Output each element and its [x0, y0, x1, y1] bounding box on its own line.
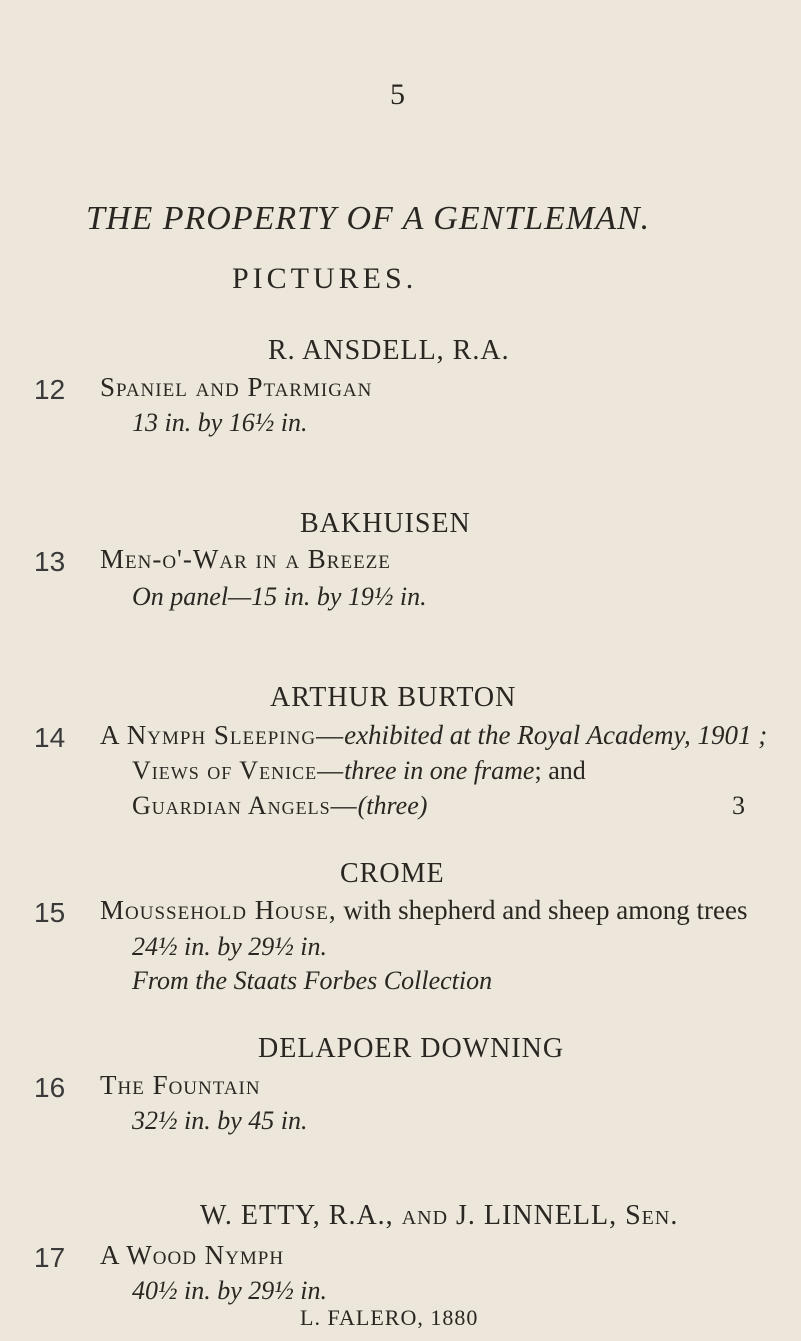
lot-14-line-3 [132, 791, 427, 821]
lot-17-artist-b: and [401, 1200, 449, 1231]
lot-14-artist: ARTHUR BURTON [270, 682, 517, 713]
lot-14-line-3b: (three) [357, 791, 428, 820]
lot-12-artist: R. ANSDELL, R.A. [268, 335, 510, 366]
lot-17-number: 17 [34, 1242, 66, 1273]
lot-12-dimensions: 13 in. by 16½ in. [132, 408, 308, 437]
lot-16-number: 16 [34, 1072, 66, 1103]
lot-15-provenance: From the Staats Forbes Collection [132, 966, 493, 995]
lot-14-number: 14 [34, 722, 66, 753]
lot-17-artist-d: Sen. [625, 1200, 679, 1231]
lot-18-artist: L. FALERO, 1880 [300, 1305, 479, 1330]
lot-15-title-text: Moussehold House, [100, 895, 337, 925]
lot-15-title [100, 895, 747, 926]
lot-13-title: Men-o'-War in a Breeze [100, 544, 391, 574]
lot-15-artist: CROME [340, 858, 445, 889]
lot-15-number: 15 [34, 897, 66, 928]
lot-14-title-text: A Nymph Sleeping— [100, 720, 345, 750]
page-number: 5 [390, 78, 405, 111]
section-title: PICTURES. [232, 262, 418, 295]
lot-14-line-2 [132, 756, 586, 786]
lot-16-dimensions: 32½ in. by 45 in. [132, 1106, 308, 1135]
lot-17-title: A Wood Nymph [100, 1240, 285, 1270]
lot-14-line-2a: Views of Venice— [132, 756, 345, 785]
lot-13-number: 13 [34, 546, 66, 577]
lot-14-line-2c: ; and [534, 756, 586, 785]
lot-17-artist-c: J. LINNELL, [448, 1200, 626, 1231]
lot-16-title: The Fountain [100, 1070, 261, 1100]
lot-17-artist-a: W. ETTY, R.A., [200, 1200, 402, 1231]
lot-12-title: Spaniel and Ptarmigan [100, 372, 373, 402]
lot-14-title [100, 720, 767, 751]
lot-15-detail: with shepherd and sheep among trees [336, 895, 748, 925]
lot-13-dimensions: On panel—15 in. by 19½ in. [132, 582, 427, 611]
lot-13-artist: BAKHUISEN [300, 508, 471, 539]
lot-12-number: 12 [34, 374, 66, 405]
lot-14-line-2b: three in one frame [344, 756, 535, 785]
lot-14-line-3a: Guardian Angels— [132, 791, 358, 820]
lot-17-dimensions: 40½ in. by 29½ in. [132, 1276, 327, 1305]
lot-17-artist [200, 1200, 678, 1232]
lot-14-count: 3 [732, 791, 745, 820]
lot-16-artist: DELAPOER DOWNING [258, 1033, 565, 1064]
page-heading: THE PROPERTY OF A GENTLEMAN. [86, 200, 651, 237]
lot-15-dimensions: 24½ in. by 29½ in. [132, 932, 327, 961]
lot-14-note: exhibited at the Royal Academy, 1901 ; [344, 720, 768, 750]
